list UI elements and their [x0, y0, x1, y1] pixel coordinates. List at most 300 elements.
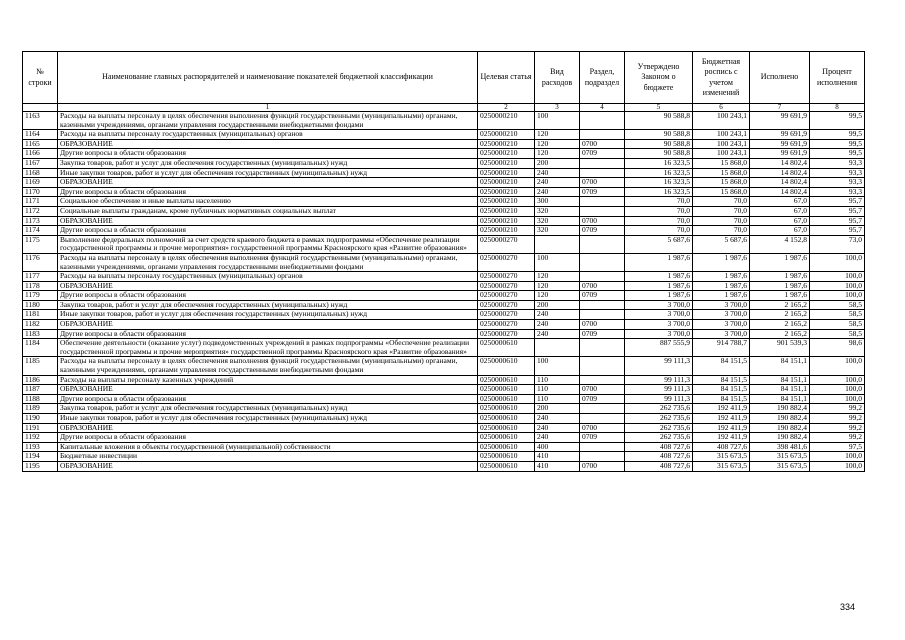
- row-schedule: 3 700,0: [693, 310, 750, 320]
- row-percent: 100,0: [810, 281, 865, 291]
- row-approved: 70,0: [625, 216, 693, 226]
- row-name: ОБРАЗОВАНИЕ: [58, 461, 478, 471]
- table-row: [23, 112, 865, 130]
- column-number-row: [23, 104, 865, 112]
- row-executed: 190 882,4: [750, 433, 810, 443]
- row-number: 1195: [23, 461, 58, 471]
- row-target-article: 0250000610: [478, 442, 535, 452]
- row-section: 0700: [580, 320, 625, 330]
- column-number: 5: [625, 104, 693, 112]
- row-section: [580, 375, 625, 385]
- row-section: 0700: [580, 216, 625, 226]
- header-schedule: Бюджетная роспись с учетом изменений: [693, 52, 750, 104]
- row-percent: 100,0: [810, 375, 865, 385]
- row-target-article: 0250000610: [478, 375, 535, 385]
- row-schedule: 914 788,7: [693, 339, 750, 357]
- table-row: [23, 310, 865, 320]
- table-row: [23, 394, 865, 404]
- row-section: 0709: [580, 226, 625, 236]
- row-number: 1193: [23, 442, 58, 452]
- row-executed: 2 165,2: [750, 300, 810, 310]
- row-expense-type: [535, 235, 580, 253]
- row-executed: 67,0: [750, 206, 810, 216]
- row-number: 1172: [23, 206, 58, 216]
- table-row: [23, 216, 865, 226]
- row-section: [580, 442, 625, 452]
- row-name: Расходы на выплаты персоналу государственных (муниципальных) органов: [58, 272, 478, 282]
- row-section: 0700: [580, 178, 625, 188]
- row-expense-type: 320: [535, 226, 580, 236]
- row-schedule: 315 673,5: [693, 461, 750, 471]
- table-row: [23, 433, 865, 443]
- row-section: [580, 414, 625, 424]
- row-schedule: 100 243,1: [693, 149, 750, 159]
- row-executed: 1 987,6: [750, 291, 810, 301]
- row-section: 0709: [580, 433, 625, 443]
- row-approved: 1 987,6: [625, 291, 693, 301]
- row-target-article: 0250000610: [478, 414, 535, 424]
- table-row: [23, 197, 865, 207]
- row-name: Выполнение федеральных полномочий за счет средств краевого бюджета в рамках подпрограммы «Обеспечение реализации государственной программы и прочие мероприятия» государственной программы Красноярского края «Развитие образования»: [58, 235, 478, 253]
- row-number: 1176: [23, 253, 58, 271]
- row-number: 1177: [23, 272, 58, 282]
- row-number: 1163: [23, 112, 58, 130]
- row-name: Другие вопросы в области образования: [58, 149, 478, 159]
- row-approved: 16 323,5: [625, 178, 693, 188]
- column-number: [23, 104, 58, 112]
- row-approved: 887 555,9: [625, 339, 693, 357]
- row-percent: 99,2: [810, 433, 865, 443]
- row-executed: 99 691,9: [750, 149, 810, 159]
- row-section: [580, 452, 625, 462]
- row-number: 1175: [23, 235, 58, 253]
- row-schedule: 15 868,0: [693, 168, 750, 178]
- row-approved: 90 588,8: [625, 139, 693, 149]
- table-row: [23, 375, 865, 385]
- row-expense-type: 120: [535, 149, 580, 159]
- row-expense-type: 110: [535, 385, 580, 395]
- row-approved: 99 111,3: [625, 385, 693, 395]
- row-percent: 95,7: [810, 206, 865, 216]
- row-executed: 315 673,5: [750, 452, 810, 462]
- row-name: Закупка товаров, работ и услуг для обеспечения государственных (муниципальных) нужд: [58, 404, 478, 414]
- table-row: [23, 168, 865, 178]
- row-section: [580, 130, 625, 140]
- row-name: Социальное обеспечение и иные выплаты населению: [58, 197, 478, 207]
- row-target-article: 0250000270: [478, 300, 535, 310]
- row-schedule: 70,0: [693, 216, 750, 226]
- column-number: 1: [58, 104, 478, 112]
- table-row: [23, 235, 865, 253]
- row-name: Бюджетные инвестиции: [58, 452, 478, 462]
- row-target-article: 0250000610: [478, 394, 535, 404]
- row-approved: 1 987,6: [625, 272, 693, 282]
- row-target-article: 0250000610: [478, 385, 535, 395]
- row-percent: 58,5: [810, 320, 865, 330]
- row-schedule: 192 411,9: [693, 433, 750, 443]
- row-name: Обеспечение деятельности (оказание услуг) подведомственных учреждений в рамках подпрограммы «Обеспечение реализации государственной программы и прочие мероприятия» государственной программы Красноярского края «Развитие образования»: [58, 339, 478, 357]
- row-target-article: 0250000610: [478, 423, 535, 433]
- column-number: 8: [810, 104, 865, 112]
- row-approved: 70,0: [625, 197, 693, 207]
- row-name: Закупка товаров, работ и услуг для обеспечения государственных (муниципальных) нужд: [58, 300, 478, 310]
- row-executed: 190 882,4: [750, 404, 810, 414]
- row-schedule: 84 151,5: [693, 375, 750, 385]
- table-row: [23, 158, 865, 168]
- row-number: 1186: [23, 375, 58, 385]
- row-expense-type: 240: [535, 168, 580, 178]
- row-schedule: 100 243,1: [693, 139, 750, 149]
- row-target-article: 0250000210: [478, 197, 535, 207]
- row-name: Иные закупки товаров, работ и услуг для обеспечения государственных (муниципальных) нужд: [58, 310, 478, 320]
- row-expense-type: 410: [535, 461, 580, 471]
- row-approved: 90 588,8: [625, 112, 693, 130]
- row-expense-type: 120: [535, 291, 580, 301]
- row-schedule: 1 987,6: [693, 253, 750, 271]
- row-approved: 3 700,0: [625, 329, 693, 339]
- row-name: ОБРАЗОВАНИЕ: [58, 385, 478, 395]
- row-approved: 3 700,0: [625, 300, 693, 310]
- row-target-article: 0250000210: [478, 226, 535, 236]
- row-approved: 16 323,5: [625, 158, 693, 168]
- row-section: 0709: [580, 329, 625, 339]
- row-name: Иные закупки товаров, работ и услуг для обеспечения государственных (муниципальных) нужд: [58, 168, 478, 178]
- row-name: Расходы на выплаты персоналу в целях обеспечения выполнения функций государственными (муниципальными) органами, казенными учреждениями, органами управления государственными внебюджетными фондами: [58, 357, 478, 375]
- row-number: 1182: [23, 320, 58, 330]
- row-percent: 100,0: [810, 394, 865, 404]
- row-approved: 408 727,6: [625, 442, 693, 452]
- row-name: Расходы на выплаты персоналу в целях обеспечения выполнения функций государственными (муниципальными) органами, казенными учреждениями, органами управления государственными внебюджетными фондами: [58, 253, 478, 271]
- row-executed: 4 152,8: [750, 235, 810, 253]
- row-target-article: 0250000210: [478, 178, 535, 188]
- row-approved: 262 735,6: [625, 433, 693, 443]
- row-expense-type: 120: [535, 272, 580, 282]
- row-number: 1189: [23, 404, 58, 414]
- row-executed: 84 151,1: [750, 385, 810, 395]
- row-executed: 84 151,1: [750, 375, 810, 385]
- table-row: [23, 291, 865, 301]
- column-number: 4: [580, 104, 625, 112]
- row-percent: 100,0: [810, 461, 865, 471]
- row-expense-type: 320: [535, 216, 580, 226]
- row-number: 1187: [23, 385, 58, 395]
- row-schedule: 70,0: [693, 226, 750, 236]
- row-schedule: 1 987,6: [693, 291, 750, 301]
- row-executed: 67,0: [750, 216, 810, 226]
- row-number: 1185: [23, 357, 58, 375]
- row-expense-type: 120: [535, 281, 580, 291]
- row-target-article: 0250000270: [478, 329, 535, 339]
- row-schedule: 100 243,1: [693, 130, 750, 140]
- header-target-article: Целевая статья: [478, 52, 535, 104]
- row-percent: 99,5: [810, 112, 865, 130]
- table-row: [23, 253, 865, 271]
- row-percent: 100,0: [810, 452, 865, 462]
- row-executed: 190 882,4: [750, 414, 810, 424]
- row-name: Другие вопросы в области образования: [58, 187, 478, 197]
- row-approved: 90 588,8: [625, 149, 693, 159]
- row-name: Расходы на выплаты персоналу государственных (муниципальных) органов: [58, 130, 478, 140]
- row-name: ОБРАЗОВАНИЕ: [58, 281, 478, 291]
- row-expense-type: 100: [535, 112, 580, 130]
- row-schedule: 192 411,9: [693, 414, 750, 424]
- budget-table: [22, 51, 865, 472]
- row-percent: 99,2: [810, 414, 865, 424]
- row-section: 0709: [580, 291, 625, 301]
- table-row: [23, 404, 865, 414]
- row-target-article: 0250000210: [478, 130, 535, 140]
- column-number: 7: [750, 104, 810, 112]
- row-executed: 99 691,9: [750, 112, 810, 130]
- row-approved: 99 111,3: [625, 375, 693, 385]
- row-section: [580, 310, 625, 320]
- row-section: [580, 158, 625, 168]
- row-schedule: 15 868,0: [693, 178, 750, 188]
- row-executed: 901 539,3: [750, 339, 810, 357]
- row-schedule: 5 687,6: [693, 235, 750, 253]
- row-expense-type: 410: [535, 452, 580, 462]
- table-row: [23, 130, 865, 140]
- table-row: [23, 385, 865, 395]
- table-row: [23, 339, 865, 357]
- row-expense-type: 240: [535, 320, 580, 330]
- row-target-article: 0250000610: [478, 404, 535, 414]
- row-percent: 73,0: [810, 235, 865, 253]
- row-executed: 1 987,6: [750, 272, 810, 282]
- row-section: 0700: [580, 385, 625, 395]
- row-percent: 100,0: [810, 357, 865, 375]
- row-percent: 58,5: [810, 310, 865, 320]
- row-schedule: 84 151,5: [693, 385, 750, 395]
- row-percent: 99,5: [810, 149, 865, 159]
- table-row: [23, 178, 865, 188]
- row-target-article: 0250000610: [478, 433, 535, 443]
- row-executed: 14 802,4: [750, 178, 810, 188]
- table-row: [23, 206, 865, 216]
- row-approved: 262 735,6: [625, 404, 693, 414]
- page-number: 334: [840, 602, 856, 612]
- row-percent: 100,0: [810, 291, 865, 301]
- row-executed: 99 691,9: [750, 139, 810, 149]
- row-target-article: 0250000210: [478, 112, 535, 130]
- row-expense-type: 240: [535, 178, 580, 188]
- header-approved: Утверждено Законом о бюджете: [625, 52, 693, 104]
- row-approved: 262 735,6: [625, 423, 693, 433]
- row-executed: 1 987,6: [750, 281, 810, 291]
- row-name: Другие вопросы в области образования: [58, 433, 478, 443]
- row-approved: 90 588,8: [625, 130, 693, 140]
- table-row: [23, 357, 865, 375]
- row-section: [580, 235, 625, 253]
- row-executed: 2 165,2: [750, 310, 810, 320]
- row-target-article: 0250000270: [478, 253, 535, 271]
- row-percent: 100,0: [810, 272, 865, 282]
- row-section: [580, 112, 625, 130]
- row-approved: 70,0: [625, 226, 693, 236]
- row-expense-type: 200: [535, 158, 580, 168]
- row-percent: 93,3: [810, 187, 865, 197]
- row-number: 1188: [23, 394, 58, 404]
- row-number: 1180: [23, 300, 58, 310]
- row-expense-type: 120: [535, 139, 580, 149]
- row-executed: 99 691,9: [750, 130, 810, 140]
- row-name: Другие вопросы в области образования: [58, 291, 478, 301]
- row-expense-type: [535, 339, 580, 357]
- row-name: ОБРАЗОВАНИЕ: [58, 139, 478, 149]
- row-executed: 84 151,1: [750, 357, 810, 375]
- row-number: 1168: [23, 168, 58, 178]
- row-percent: 95,7: [810, 226, 865, 236]
- column-number: 2: [478, 104, 535, 112]
- header-executed: Исполнено: [750, 52, 810, 104]
- row-percent: 93,3: [810, 158, 865, 168]
- row-approved: 5 687,6: [625, 235, 693, 253]
- row-number: 1167: [23, 158, 58, 168]
- table-row: [23, 187, 865, 197]
- table-body: [23, 112, 865, 472]
- row-approved: 408 727,6: [625, 461, 693, 471]
- table-row: [23, 329, 865, 339]
- row-percent: 100,0: [810, 253, 865, 271]
- row-expense-type: 300: [535, 197, 580, 207]
- row-section: [580, 168, 625, 178]
- row-schedule: 84 151,5: [693, 357, 750, 375]
- row-number: 1184: [23, 339, 58, 357]
- row-approved: 16 323,5: [625, 187, 693, 197]
- row-number: 1191: [23, 423, 58, 433]
- row-expense-type: 100: [535, 253, 580, 271]
- row-schedule: 100 243,1: [693, 112, 750, 130]
- row-approved: 1 987,6: [625, 253, 693, 271]
- row-number: 1179: [23, 291, 58, 301]
- row-number: 1190: [23, 414, 58, 424]
- row-schedule: 84 151,5: [693, 394, 750, 404]
- row-section: 0700: [580, 423, 625, 433]
- row-schedule: 315 673,5: [693, 452, 750, 462]
- row-target-article: 0250000210: [478, 216, 535, 226]
- row-expense-type: 240: [535, 423, 580, 433]
- row-percent: 58,5: [810, 329, 865, 339]
- row-name: Расходы на выплаты персоналу в целях обеспечения выполнения функций государственными (муниципальными) органами, казенными учреждениями, органами управления государственными внебюджетными фондами: [58, 112, 478, 130]
- row-name: Другие вопросы в области образования: [58, 226, 478, 236]
- row-executed: 67,0: [750, 226, 810, 236]
- row-number: 1194: [23, 452, 58, 462]
- row-schedule: 70,0: [693, 197, 750, 207]
- table-row: [23, 452, 865, 462]
- table-row: [23, 423, 865, 433]
- row-schedule: 1 987,6: [693, 272, 750, 282]
- row-expense-type: 400: [535, 442, 580, 452]
- row-name: Другие вопросы в области образования: [58, 329, 478, 339]
- row-target-article: 0250000270: [478, 272, 535, 282]
- row-name: Социальные выплаты гражданам, кроме публичных нормативных социальных выплат: [58, 206, 478, 216]
- row-section: [580, 206, 625, 216]
- row-expense-type: 110: [535, 394, 580, 404]
- table-header: [23, 52, 865, 112]
- row-number: 1173: [23, 216, 58, 226]
- row-name: ОБРАЗОВАНИЕ: [58, 423, 478, 433]
- table-row: [23, 461, 865, 471]
- header-row-number: № строки: [23, 52, 58, 104]
- row-section: 0700: [580, 281, 625, 291]
- row-schedule: 1 987,6: [693, 281, 750, 291]
- row-expense-type: 120: [535, 130, 580, 140]
- row-section: 0700: [580, 139, 625, 149]
- row-number: 1181: [23, 310, 58, 320]
- row-target-article: 0250000210: [478, 158, 535, 168]
- table-row: [23, 414, 865, 424]
- row-percent: 99,5: [810, 139, 865, 149]
- row-percent: 98,6: [810, 339, 865, 357]
- row-name: ОБРАЗОВАНИЕ: [58, 178, 478, 188]
- row-target-article: 0250000210: [478, 139, 535, 149]
- row-section: 0709: [580, 394, 625, 404]
- row-section: [580, 339, 625, 357]
- row-approved: 408 727,6: [625, 452, 693, 462]
- row-expense-type: 200: [535, 404, 580, 414]
- row-expense-type: 240: [535, 414, 580, 424]
- row-percent: 93,3: [810, 178, 865, 188]
- row-name: Иные закупки товаров, работ и услуг для обеспечения государственных (муниципальных) нужд: [58, 414, 478, 424]
- row-percent: 99,5: [810, 130, 865, 140]
- row-expense-type: 240: [535, 329, 580, 339]
- row-name: Закупка товаров, работ и услуг для обеспечения государственных (муниципальных) нужд: [58, 158, 478, 168]
- row-executed: 14 802,4: [750, 158, 810, 168]
- row-approved: 16 323,5: [625, 168, 693, 178]
- row-approved: 99 111,3: [625, 357, 693, 375]
- header-row: [23, 52, 865, 104]
- row-expense-type: 100: [535, 357, 580, 375]
- row-target-article: 0250000610: [478, 339, 535, 357]
- header-expense-type: Вид расходов: [535, 52, 580, 104]
- row-number: 1165: [23, 139, 58, 149]
- row-schedule: 15 868,0: [693, 187, 750, 197]
- row-percent: 95,7: [810, 216, 865, 226]
- row-number: 1178: [23, 281, 58, 291]
- row-target-article: 0250000270: [478, 310, 535, 320]
- row-expense-type: 240: [535, 310, 580, 320]
- header-section: Раздел, подраздел: [580, 52, 625, 104]
- row-section: 0700: [580, 461, 625, 471]
- row-approved: 3 700,0: [625, 310, 693, 320]
- table-row: [23, 272, 865, 282]
- row-percent: 97,5: [810, 442, 865, 452]
- row-executed: 14 802,4: [750, 168, 810, 178]
- row-expense-type: 110: [535, 375, 580, 385]
- row-approved: 99 111,3: [625, 394, 693, 404]
- row-section: [580, 253, 625, 271]
- row-number: 1169: [23, 178, 58, 188]
- row-name: Капитальные вложения в объекты государственной (муниципальной) собственности: [58, 442, 478, 452]
- row-target-article: 0250000270: [478, 281, 535, 291]
- row-name: ОБРАЗОВАНИЕ: [58, 320, 478, 330]
- table-row: [23, 139, 865, 149]
- row-target-article: 0250000270: [478, 320, 535, 330]
- row-name: Другие вопросы в области образования: [58, 394, 478, 404]
- row-percent: 100,0: [810, 385, 865, 395]
- row-target-article: 0250000610: [478, 452, 535, 462]
- row-target-article: 0250000610: [478, 461, 535, 471]
- row-executed: 1 987,6: [750, 253, 810, 271]
- row-schedule: 15 868,0: [693, 158, 750, 168]
- row-expense-type: 240: [535, 187, 580, 197]
- row-target-article: 0250000210: [478, 187, 535, 197]
- row-approved: 1 987,6: [625, 281, 693, 291]
- table-row: [23, 149, 865, 159]
- row-target-article: 0250000210: [478, 206, 535, 216]
- row-executed: 84 151,1: [750, 394, 810, 404]
- row-section: 0709: [580, 149, 625, 159]
